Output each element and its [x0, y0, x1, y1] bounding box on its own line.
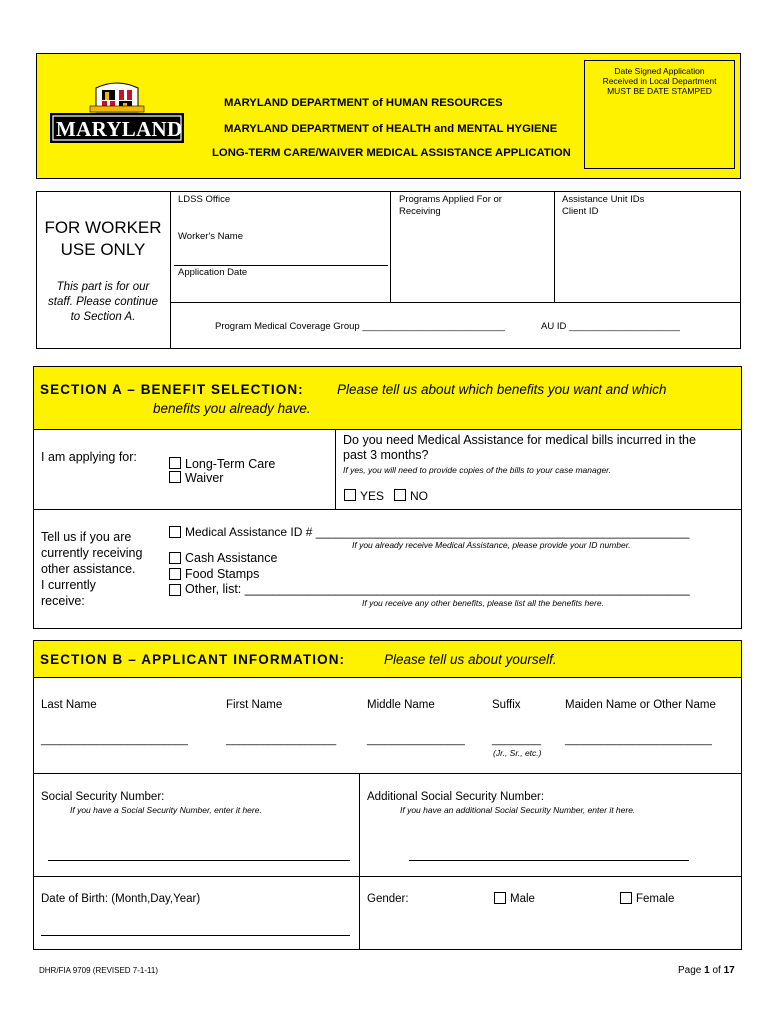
bills-question-2: past 3 months?: [343, 448, 429, 462]
coverage-group-field[interactable]: Program Medical Coverage Group ___________________________: [215, 321, 505, 332]
suffix-field[interactable]: ________: [492, 734, 541, 746]
add-ssn-note: If you have an additional Social Security Number, enter it here.: [400, 805, 636, 815]
maryland-logo: [50, 80, 184, 146]
add-ssn-label: Additional Social Security Number:: [367, 791, 545, 803]
ma-note: If you already receive Medical Assistance, please provide your ID number.: [352, 540, 631, 550]
cash-assistance-label: Cash Assistance: [185, 551, 278, 565]
male-checkbox[interactable]: [494, 892, 506, 904]
programs-label-1: Programs Applied For or: [399, 194, 502, 205]
last-name-field[interactable]: ________________________: [41, 734, 188, 746]
other-note: If you receive any other benefits, please list all the benefits here.: [362, 598, 604, 608]
logo-text: MARYLAND: [56, 117, 183, 141]
medical-assistance-checkbox[interactable]: [169, 526, 181, 538]
female-checkbox[interactable]: [620, 892, 632, 904]
first-name-label: First Name: [226, 699, 283, 711]
maiden-name-field[interactable]: ________________________: [565, 734, 712, 746]
first-name-field[interactable]: __________________: [226, 734, 337, 746]
ssn-note: If you have a Social Security Number, enter it here.: [70, 805, 262, 815]
worker-note-2: staff. Please continue: [48, 296, 158, 308]
suffix-label: Suffix: [492, 699, 521, 711]
bills-note: If yes, you will need to provide copies of the bills to your case manager.: [343, 465, 612, 475]
add-ssn-field[interactable]: [409, 860, 689, 861]
dob-label: Date of Birth: (Month,Day,Year): [41, 893, 201, 905]
male-label: Male: [510, 893, 535, 905]
programs-label-2: Receiving: [399, 206, 441, 217]
worker-note-3: to Section A.: [70, 311, 136, 323]
section-a-heading: SECTION A – BENEFIT SELECTION:: [40, 382, 304, 397]
waiver-checkbox[interactable]: [169, 471, 181, 483]
stamp-line-3: MUST BE DATE STAMPED: [607, 86, 712, 96]
long-term-care-label: Long-Term Care: [185, 457, 276, 471]
yes-label: YES: [360, 489, 385, 503]
applying-for-label: I am applying for:: [41, 450, 137, 464]
section-b-subheading: Please tell us about yourself.: [384, 652, 557, 667]
last-name-label: Last Name: [41, 699, 97, 711]
other-field[interactable]: Other, list: ________________________________________________________________: [185, 582, 690, 596]
receiving-label-5: receive:: [41, 594, 85, 608]
long-term-care-checkbox[interactable]: [169, 457, 181, 469]
application-date-label: Application Date: [178, 267, 248, 278]
section-a-subheading-2: benefits you already have.: [153, 401, 311, 416]
receiving-label-2: currently receiving: [41, 546, 143, 560]
page-num: 1: [704, 965, 710, 976]
page-total: 17: [723, 965, 735, 976]
dob-field[interactable]: [41, 935, 350, 936]
page-of: of: [709, 965, 724, 976]
section-b-heading: SECTION B – APPLICANT INFORMATION:: [40, 652, 346, 667]
receiving-label-3: other assistance.: [41, 562, 136, 576]
page-number: [678, 965, 735, 976]
section-a-header: [34, 367, 741, 429]
ssn-field[interactable]: [48, 860, 350, 861]
no-label: NO: [410, 489, 428, 503]
unit-ids-label-1: Assistance Unit IDs: [562, 194, 645, 205]
ldss-office-label: LDSS Office: [178, 194, 231, 205]
maiden-name-label: Maiden Name or Other Name: [565, 699, 716, 711]
receiving-label-1: Tell us if you are: [41, 530, 132, 544]
section-a-subheading-1: Please tell us about which benefits you want and which: [337, 382, 667, 397]
page-prefix: Page: [678, 965, 705, 976]
yes-checkbox[interactable]: [344, 489, 356, 501]
waiver-label: Waiver: [185, 471, 224, 485]
worker-title-1: FOR WORKER: [44, 218, 162, 237]
form-id: DHR/FIA 9709 (REVISED 7-1-11): [39, 966, 159, 975]
stamp-line-2: Received in Local Department: [602, 76, 717, 86]
au-id-field[interactable]: AU ID _____________________: [541, 321, 680, 332]
header-title-2: MARYLAND DEPARTMENT of HEALTH and MENTAL HYGIENE: [224, 123, 558, 135]
food-stamps-checkbox[interactable]: [169, 568, 181, 580]
workers-name-label: Worker's Name: [178, 231, 243, 242]
header-title-1: MARYLAND DEPARTMENT of HUMAN RESOURCES: [224, 97, 503, 109]
ssn-label: Social Security Number:: [41, 791, 165, 803]
stamp-line-1: Date Signed Application: [614, 66, 705, 76]
worker-note-1: This part is for our: [56, 281, 150, 293]
worker-title-2: USE ONLY: [60, 240, 146, 259]
bills-question-1: Do you need Medical Assistance for medical bills incurred in the: [343, 433, 696, 447]
cash-assistance-checkbox[interactable]: [169, 552, 181, 564]
receiving-label-4: I currently: [41, 578, 96, 592]
other-checkbox[interactable]: [169, 584, 181, 596]
header-title-3: LONG-TERM CARE/WAIVER MEDICAL ASSISTANCE APPLICATION: [212, 147, 571, 159]
middle-name-label: Middle Name: [367, 699, 435, 711]
gender-label: Gender:: [367, 893, 409, 905]
female-label: Female: [636, 893, 675, 905]
unit-ids-label-2: Client ID: [562, 206, 599, 217]
food-stamps-label: Food Stamps: [185, 567, 260, 581]
middle-name-field[interactable]: ________________: [367, 734, 465, 746]
suffix-note: (Jr., Sr., etc.): [493, 748, 542, 758]
ma-id-field[interactable]: Medical Assistance ID # ________________________________________________________: [185, 525, 690, 539]
no-checkbox[interactable]: [394, 489, 406, 501]
